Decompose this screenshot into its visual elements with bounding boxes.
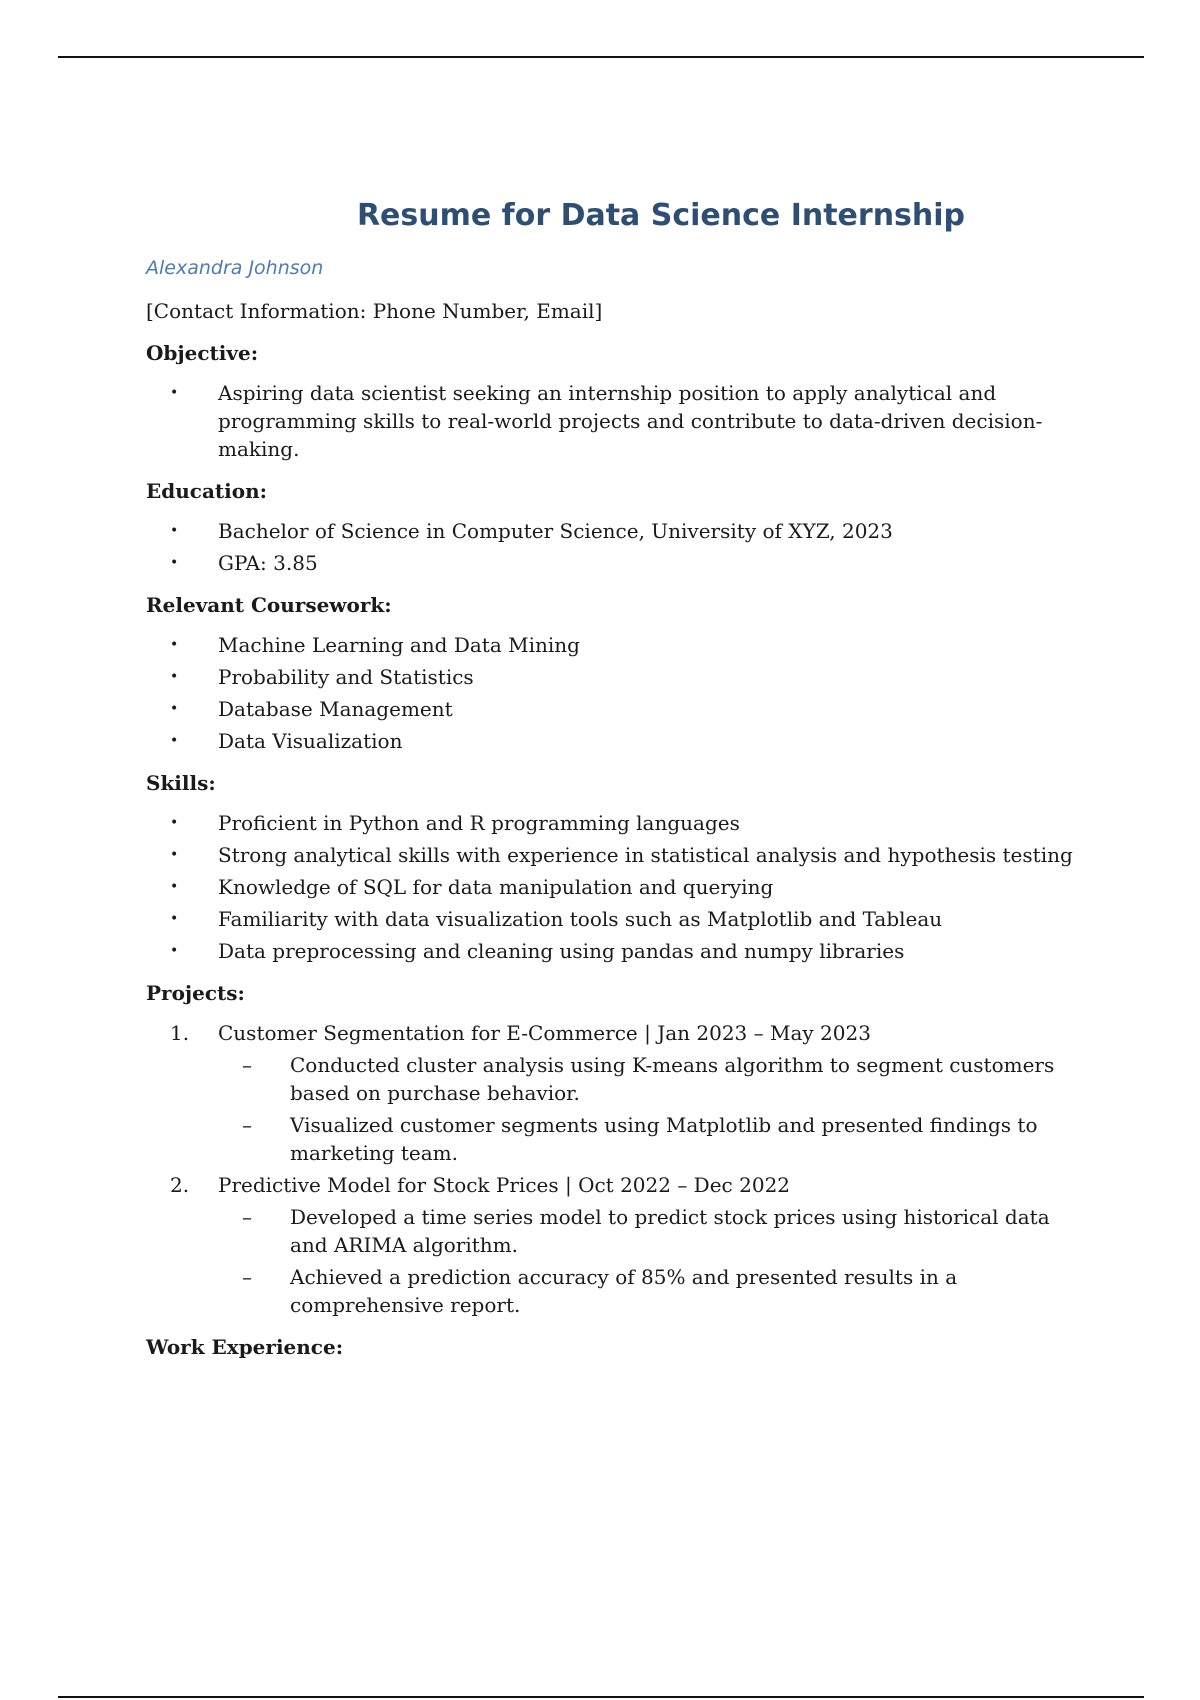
skill-item: Data preprocessing and cleaning using pandas and numpy libraries bbox=[218, 939, 905, 963]
list-item bbox=[218, 1111, 1086, 1167]
coursework-item: Machine Learning and Data Mining bbox=[218, 633, 580, 657]
project-detail: Conducted cluster analysis using K-means algorithm to segment customers based on purchase behavior. bbox=[290, 1053, 1055, 1105]
coursework-item: Probability and Statistics bbox=[218, 665, 474, 689]
list-item bbox=[146, 905, 1086, 933]
education-list bbox=[146, 517, 1086, 577]
projects-list bbox=[146, 1019, 1086, 1319]
list-item bbox=[146, 695, 1086, 723]
skill-item: Proficient in Python and R programming languages bbox=[218, 811, 740, 835]
dash-icon: – bbox=[242, 1265, 252, 1289]
education-gpa: GPA: 3.85 bbox=[218, 551, 318, 575]
coursework-item: Database Management bbox=[218, 697, 453, 721]
list-item bbox=[146, 379, 1086, 463]
project-detail: Visualized customer segments using Matplotlib and presented findings to marketing team. bbox=[290, 1113, 1038, 1165]
list-item bbox=[146, 549, 1086, 577]
bullet-icon: • bbox=[170, 385, 179, 401]
coursework-item: Data Visualization bbox=[218, 729, 403, 753]
list-item bbox=[218, 1203, 1086, 1259]
list-item bbox=[146, 727, 1086, 755]
project-title: Predictive Model for Stock Prices | Oct 2022 – Dec 2022 bbox=[218, 1173, 791, 1197]
list-item bbox=[146, 937, 1086, 965]
page-top-rule bbox=[58, 56, 1144, 58]
bullet-icon: • bbox=[170, 701, 179, 717]
list-item bbox=[146, 873, 1086, 901]
list-item bbox=[146, 841, 1086, 869]
objective-heading: Objective: bbox=[146, 341, 259, 365]
bullet-icon: • bbox=[170, 523, 179, 539]
skill-item: Knowledge of SQL for data manipulation and querying bbox=[218, 875, 774, 899]
candidate-name: Alexandra Johnson bbox=[146, 257, 324, 279]
project-number: 2. bbox=[170, 1173, 190, 1197]
project-details bbox=[218, 1051, 1086, 1167]
bullet-icon: • bbox=[170, 669, 179, 685]
list-item bbox=[146, 663, 1086, 691]
bullet-icon: • bbox=[170, 733, 179, 749]
bullet-icon: • bbox=[170, 847, 179, 863]
dash-icon: – bbox=[242, 1205, 252, 1229]
skill-item: Familiarity with data visualization tools such as Matplotlib and Tableau bbox=[218, 907, 943, 931]
bullet-icon: • bbox=[170, 815, 179, 831]
bullet-icon: • bbox=[170, 911, 179, 927]
skills-heading: Skills: bbox=[146, 771, 216, 795]
skills-list bbox=[146, 809, 1086, 965]
bullet-icon: • bbox=[170, 555, 179, 571]
project-number: 1. bbox=[170, 1021, 190, 1045]
list-item bbox=[218, 1263, 1086, 1319]
project-item bbox=[146, 1171, 1086, 1319]
list-item bbox=[146, 517, 1086, 545]
skill-item: Strong analytical skills with experience in statistical analysis and hypothesis testing bbox=[218, 843, 1073, 867]
list-item bbox=[218, 1051, 1086, 1107]
objective-text: Aspiring data scientist seeking an internship position to apply analytical and programming skills to real-world projects and contribute to data-driven decision-making. bbox=[218, 381, 1043, 461]
coursework-heading: Relevant Coursework: bbox=[146, 593, 392, 617]
bullet-icon: • bbox=[170, 879, 179, 895]
contact-information: [Contact Information: Phone Number, Email] bbox=[146, 299, 603, 323]
document-title: Resume for Data Science Internship bbox=[356, 198, 966, 233]
dash-icon: – bbox=[242, 1053, 252, 1077]
list-item bbox=[146, 809, 1086, 837]
bullet-icon: • bbox=[170, 637, 179, 653]
project-item bbox=[146, 1019, 1086, 1167]
dash-icon: – bbox=[242, 1113, 252, 1137]
work-experience-heading: Work Experience: bbox=[146, 1335, 344, 1359]
projects-heading: Projects: bbox=[146, 981, 245, 1005]
project-detail: Developed a time series model to predict stock prices using historical data and ARIMA algorithm. bbox=[290, 1205, 1050, 1257]
document-page bbox=[146, 190, 1086, 1373]
coursework-list bbox=[146, 631, 1086, 755]
education-degree: Bachelor of Science in Computer Science, University of XYZ, 2023 bbox=[218, 519, 893, 543]
project-detail: Achieved a prediction accuracy of 85% and presented results in a comprehensive report. bbox=[290, 1265, 958, 1317]
bullet-icon: • bbox=[170, 943, 179, 959]
list-item bbox=[146, 631, 1086, 659]
page-bottom-rule bbox=[58, 1696, 1144, 1698]
education-heading: Education: bbox=[146, 479, 268, 503]
project-details bbox=[218, 1203, 1086, 1319]
objective-list bbox=[146, 379, 1086, 463]
project-title: Customer Segmentation for E-Commerce | Jan 2023 – May 2023 bbox=[218, 1021, 871, 1045]
